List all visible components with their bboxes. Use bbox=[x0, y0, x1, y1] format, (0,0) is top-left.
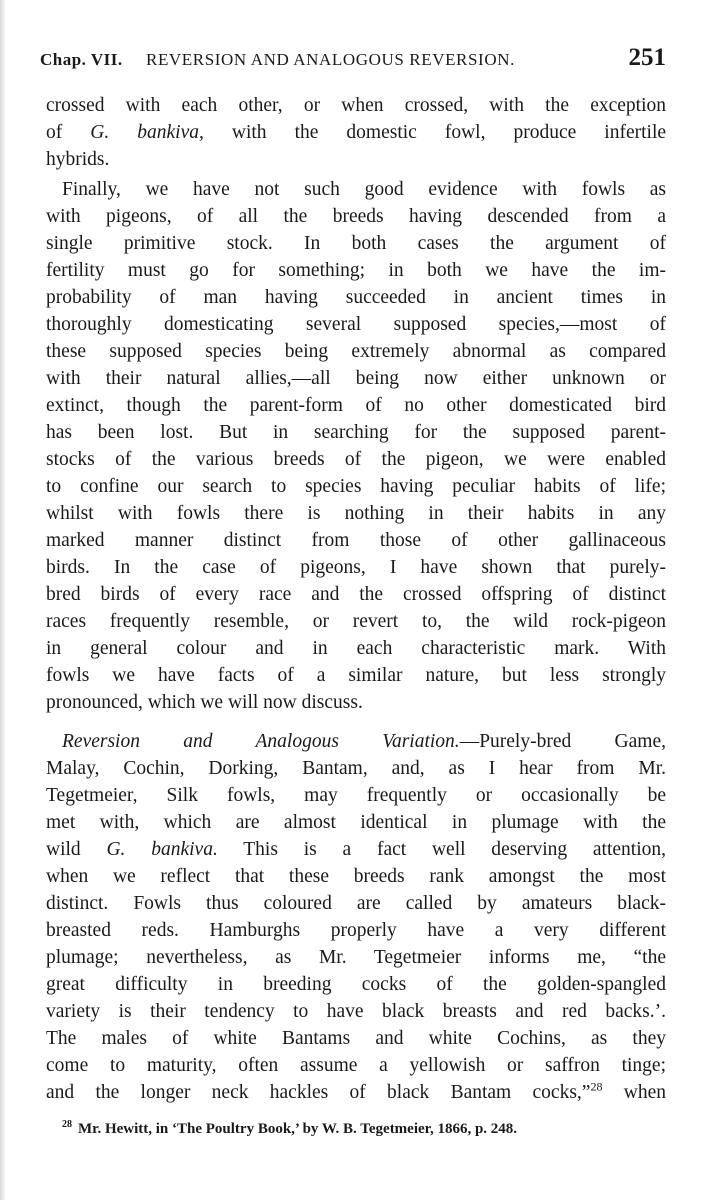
text-line: hybrids. bbox=[46, 149, 110, 170]
text-fragment: —Purely-bred Game, bbox=[459, 731, 666, 752]
running-title: REVERSION AND ANALOGOUS REVERSION. bbox=[146, 50, 515, 69]
text-line: variety is their tendency to have black breasts and red backs.’. bbox=[46, 1001, 666, 1022]
text-line: plumage; nevertheless, as Mr. Tegetmeier informs me, “the bbox=[46, 947, 666, 968]
footnote bbox=[62, 1114, 662, 1140]
paragraph-continuation bbox=[46, 92, 666, 173]
species-name: G. bankiva, bbox=[90, 122, 204, 143]
text-fragment: with the domestic fowl, produce infertile bbox=[231, 122, 667, 143]
text-line: single primitive stock. In both cases the argument of bbox=[46, 233, 666, 254]
text-line: Malay, Cochin, Dorking, Bantam, and, as I hear from Mr. bbox=[46, 758, 666, 779]
chapter-label: Chap. VII. bbox=[40, 50, 123, 69]
text-line: with pigeons, of all the breeds having descended from a bbox=[46, 206, 666, 227]
text-line: crossed with each other, or when crossed, with the exception bbox=[46, 95, 666, 116]
text-line: The males of white Bantams and white Cochins, as they bbox=[46, 1028, 666, 1049]
text-line: come to maturity, often assume a yellowish or saffron tinge; bbox=[46, 1055, 666, 1076]
text-line: to confine our search to species having peculiar habits of life; bbox=[46, 476, 666, 497]
text-fragment: of bbox=[46, 122, 63, 143]
text-fragment: wild bbox=[46, 839, 81, 860]
text-line: fertility must go for something; in both we have the im- bbox=[46, 260, 666, 281]
footnote-reference: 28 bbox=[590, 1079, 603, 1094]
text-line: Finally, we have not such good evidence with fowls as bbox=[62, 179, 666, 200]
text-line bbox=[46, 836, 666, 863]
text-line: birds. In the case of pigeons, I have shown that purely- bbox=[46, 557, 666, 578]
text-line: pronounced, which we will now discuss. bbox=[46, 692, 363, 713]
text-line: probability of man having succeeded in ancient times in bbox=[46, 287, 666, 308]
text-line: bred birds of every race and the crossed offspring of distinct bbox=[46, 584, 666, 605]
text-line: extinct, though the parent-form of no other domesticated bird bbox=[46, 395, 666, 416]
text-line: breasted reds. Hamburghs properly have a very different bbox=[46, 920, 666, 941]
page-gutter-shadow bbox=[0, 0, 6, 1200]
text-line: great difficulty in breeding cocks of the golden-spangled bbox=[46, 974, 666, 995]
section-heading: Reversion and Analogous Variation. bbox=[62, 731, 460, 752]
running-head bbox=[40, 44, 670, 78]
footnote-marker: 28 bbox=[62, 1119, 72, 1130]
text-line bbox=[46, 728, 666, 755]
text-line: stocks of the various breeds of the pigeon, we were enabled bbox=[46, 449, 666, 470]
paragraph-reversion bbox=[46, 728, 666, 1106]
text-line: fowls we have facts of a similar nature, but less strongly bbox=[46, 665, 666, 686]
text-line: thoroughly domesticating several supposed species,—most of bbox=[46, 314, 666, 335]
species-name: G. bankiva. bbox=[106, 839, 218, 860]
text-line: distinct. Fowls thus coloured are called by amateurs black- bbox=[46, 893, 666, 914]
text-fragment: when bbox=[602, 1082, 666, 1103]
text-line bbox=[46, 119, 666, 146]
text-line: marked manner distinct from those of other gallinaceous bbox=[46, 530, 666, 551]
page-number: 251 bbox=[628, 44, 666, 71]
text-line: races frequently resemble, or revert to, the wild rock-pigeon bbox=[46, 611, 666, 632]
text-fragment: This is a fact well deserving attention, bbox=[243, 839, 667, 860]
text-line: met with, which are almost identical in plumage with the bbox=[46, 812, 666, 833]
text-line: whilst with fowls there is nothing in their habits in any bbox=[46, 503, 666, 524]
text-line: Tegetmeier, Silk fowls, may frequently or occasionally be bbox=[46, 785, 666, 806]
text-fragment: and the longer neck hackles of black Bantam cocks,” bbox=[46, 1082, 591, 1103]
text-line: has been lost. But in searching for the supposed parent- bbox=[46, 422, 666, 443]
text-line: these supposed species being extremely abnormal as compared bbox=[46, 341, 666, 362]
footnote-text: Mr. Hewitt, in ‘The Poultry Book,’ by W. B. Tegetmeier, 1866, p. 248. bbox=[78, 1121, 518, 1137]
text-line: with their natural allies,—all being now either unknown or bbox=[46, 368, 666, 389]
paragraph-finally bbox=[46, 176, 666, 716]
text-line: in general colour and in each characteristic mark. With bbox=[46, 638, 666, 659]
text-line bbox=[46, 1079, 666, 1106]
text-line: when we reflect that these breeds rank amongst the most bbox=[46, 866, 666, 887]
